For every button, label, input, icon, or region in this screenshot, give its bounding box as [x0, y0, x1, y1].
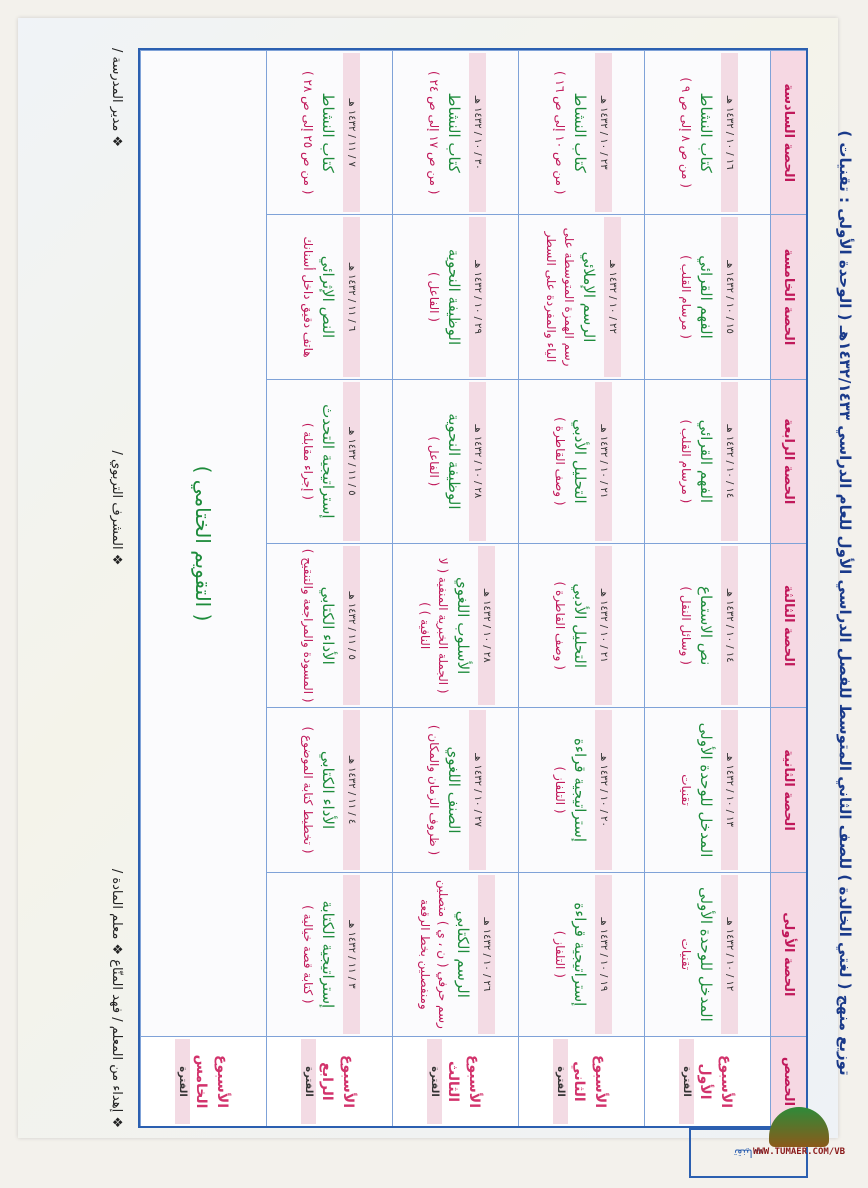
lesson-cell: [266, 379, 392, 543]
lesson-date: ٥ / ١١ / ١٤٣٢ هـ: [343, 546, 360, 705]
period-label: الفترة: [679, 1039, 694, 1124]
lesson-title: النص الإثرائي: [319, 255, 338, 339]
lesson-date: ٢٠ / ١٠ / ١٤٣٢ هـ: [595, 710, 612, 869]
column-header: الحصة الثالثة: [770, 543, 806, 707]
lesson-subtitle: ( ظروف الزمان والمكان ): [426, 724, 441, 856]
principal-signature: ❖ مدير المدرسة /: [109, 48, 124, 148]
lesson-title: التحليل الأدبي: [571, 583, 590, 669]
lesson-title: كتاب النشاط: [697, 92, 716, 173]
lesson-cell: [644, 50, 770, 214]
lesson-subtitle: ( الفاعل ): [426, 272, 441, 322]
lesson-title: الفهم القرائي: [697, 255, 716, 339]
lesson-date: ٢٨ / ١٠ / ١٤٣٢ هـ: [478, 546, 495, 705]
lesson-cell: [392, 50, 518, 214]
lesson-date: ٤ / ١١ / ١٤٣٢ هـ: [343, 710, 360, 869]
lesson-date: ٢٢ / ١٠ / ١٤٣٢ هـ: [604, 217, 621, 376]
page-title: توزيع منهج ( لغتي الخالدة ) للصف الثاني المتوسط للفصل الدراسي الأول للعام الدراسي ١٤٣٢/١٤٣٣هـ ( الوحدة الأولى : تقنيات ): [836, 130, 854, 1076]
lesson-title: إستراتيجية التحدث: [319, 404, 338, 519]
period-label: الفترة: [175, 1039, 190, 1124]
lesson-subtitle: ( الفاعل ): [426, 436, 441, 487]
lesson-title: إستراتيجية قراءة: [571, 902, 590, 1007]
lesson-title: الوظيفة النحوية: [445, 413, 464, 510]
lesson-subtitle: ( مرسام القلب ): [678, 419, 693, 504]
lesson-subtitle: رسم حرفي ( ن ، ي ) متصلين ومنفصلين بخط الرقعة: [417, 879, 450, 1029]
column-header: الحصة الثانية: [770, 707, 806, 871]
lesson-date: ٢٧ / ١٠ / ١٤٣٢ هـ: [469, 710, 486, 869]
week-name: الأسبوع الثالث: [445, 1054, 482, 1109]
lesson-subtitle: ( التلفاز ): [552, 766, 567, 814]
lesson-subtitle: هاتف دقيق داخل أسنانك: [300, 236, 315, 358]
lesson-date: ٢٦ / ١٠ / ١٤٣٢ هـ: [478, 875, 495, 1034]
lesson-cell: [644, 707, 770, 871]
lesson-subtitle: ( إجراء مقابلة ): [300, 422, 315, 500]
lesson-date: ٢١ / ١٠ / ١٤٣٢ هـ: [595, 382, 612, 541]
lesson-cell: [644, 379, 770, 543]
signature-footer: [100, 48, 124, 1128]
lesson-subtitle: ( تخطيط كتابة الموضوع ): [300, 726, 315, 854]
week-name: الأسبوع الأول: [697, 1054, 734, 1109]
lesson-title: الأسلوب اللغوي: [454, 577, 473, 675]
lesson-date: ٦ / ١١ / ١٤٣٢ هـ: [343, 217, 360, 376]
table-corner: الحصص: [770, 1036, 806, 1126]
lesson-title: كتاب النشاط: [319, 92, 338, 173]
lesson-subtitle: ( المسودة والمراجعة والتنقيح ): [300, 548, 315, 703]
lesson-title: الوظيفة النحوية: [445, 248, 464, 346]
lesson-date: ٧ / ١١ / ١٤٣٢ هـ: [343, 53, 360, 212]
lesson-date: ٣ / ١١ / ١٤٣٢ هـ: [343, 875, 360, 1034]
lesson-cell: [392, 379, 518, 543]
lesson-subtitle: ( من ص ٢٥ إلى ص ٢٨ ): [300, 70, 315, 195]
teacher-signature: ❖ إهداء من المعلم / فهد المنّاع ❖ معلم المادة /: [109, 868, 124, 1128]
lesson-title: المدخل للوحدة الأولى: [697, 886, 716, 1022]
lesson-date: ١٤ / ١٠ / ١٤٣٢ هـ: [721, 546, 738, 705]
lesson-subtitle: تقنيات: [678, 774, 693, 806]
lesson-title: كتاب النشاط: [445, 92, 464, 173]
lesson-cell: [518, 50, 644, 214]
lesson-title: إستراتيجية الكتابة: [319, 900, 338, 1009]
lesson-subtitle: ( من ص ٨ إلى ص ٩ ): [678, 77, 693, 188]
lesson-title: إستراتيجية قراءة: [571, 738, 590, 842]
lesson-date: ١٣ / ١٠ / ١٤٣٢ هـ: [721, 710, 738, 869]
lesson-cell: [266, 50, 392, 214]
supervisor-signature: ❖ المشرف التربوي /: [109, 450, 124, 566]
lesson-date: ٥ / ١١ / ١٤٣٢ هـ: [343, 382, 360, 541]
column-header: الحصة الخامسة: [770, 214, 806, 378]
period-label: الفترة: [553, 1039, 568, 1124]
lesson-title: التحليل الأدبي: [571, 419, 590, 504]
lesson-date: ١٢ / ١٠ / ١٤٣٢ هـ: [721, 875, 738, 1034]
week-name: الأسبوع الرابع: [319, 1054, 356, 1109]
week-label: [644, 1036, 770, 1126]
lesson-title: الأداء الكتابي: [319, 586, 338, 665]
lesson-subtitle: تقنيات: [678, 938, 693, 971]
lesson-cell: [266, 872, 392, 1036]
lesson-cell: [392, 214, 518, 378]
lesson-title: كتاب النشاط: [571, 92, 590, 173]
column-header: الحصة الأولى: [770, 872, 806, 1036]
lesson-subtitle: ( من ص ١٧ إلى ص ٢٤ ): [426, 70, 441, 195]
lesson-date: ٣٠ / ١٠ / ١٤٣٢ هـ: [469, 53, 486, 212]
lesson-title: الفهم القرائي: [697, 419, 716, 504]
site-logo: [752, 1085, 846, 1157]
lesson-date: ١٥ / ١٠ / ١٤٣٢ هـ: [721, 217, 738, 376]
lesson-subtitle: ( الجملة الخبرية المنفية ( لا النافية ) ): [417, 557, 450, 694]
lesson-title: الرسم الكتابي: [454, 910, 473, 998]
lesson-cell: [518, 379, 644, 543]
lesson-date: ١٩ / ١٠ / ١٤٣٢ هـ: [595, 875, 612, 1034]
palm-mountain-icon: [769, 1107, 829, 1147]
week-name: الأسبوع الخامس: [193, 1054, 230, 1109]
rotated-plan: [18, 18, 868, 1188]
lesson-cell: [392, 707, 518, 871]
lesson-subtitle: رسم الهمزة المتوسطة على الياء والمفردة على السطر: [543, 227, 576, 367]
period-label: الفترة: [427, 1039, 442, 1124]
lesson-title: الأداء الكتابي: [319, 750, 338, 830]
lesson-subtitle: ( وصف القاطرة ): [552, 417, 567, 506]
curriculum-table: [138, 48, 808, 1128]
lesson-date: ٢٨ / ١٠ / ١٤٣٢ هـ: [469, 382, 486, 541]
lesson-title: الرسم الإملائي: [580, 251, 599, 343]
lesson-cell: [518, 214, 644, 378]
lesson-subtitle: ( مرسام القلب ): [678, 255, 693, 339]
lesson-subtitle: ( التلفاز ): [552, 930, 567, 978]
lesson-cell: [518, 543, 644, 707]
column-header: الحصة الرابعة: [770, 379, 806, 543]
lesson-cell: [644, 214, 770, 378]
lesson-cell: [266, 707, 392, 871]
lesson-cell: [518, 707, 644, 871]
final-assessment: ( التقويم الختامي ): [140, 50, 266, 1036]
lesson-subtitle: ( وصف القاطرة ): [552, 581, 567, 670]
lesson-cell: [392, 872, 518, 1036]
week-name: الأسبوع الثاني: [571, 1054, 608, 1109]
lesson-title: المدخل للوحدة الأولى: [697, 722, 716, 858]
column-header: الحصة السادسة: [770, 50, 806, 214]
lesson-date: ١٤ / ١٠ / ١٤٣٢ هـ: [721, 382, 738, 541]
lesson-cell: [644, 543, 770, 707]
lesson-cell: [266, 543, 392, 707]
lesson-date: ١٦ / ١٠ / ١٤٣٢ هـ: [721, 53, 738, 212]
lesson-cell: [266, 214, 392, 378]
week-label: [140, 1036, 266, 1126]
lesson-subtitle: ( من ص ١٠ إلى ص ١٦ ): [552, 70, 567, 195]
lesson-date: ٢١ / ١٠ / ١٤٣٢ هـ: [595, 546, 612, 705]
lesson-subtitle: ( وسائل النقل ): [678, 586, 693, 665]
lesson-title: الصنف اللغوي: [445, 746, 464, 834]
lesson-date: ٢٩ / ١٠ / ١٤٣٢ هـ: [469, 217, 486, 376]
lesson-cell: [392, 543, 518, 707]
period-label: الفترة: [301, 1039, 316, 1124]
lesson-title: نص الاستماع: [697, 586, 716, 666]
lesson-subtitle: ( كتابة قصة خيالية ): [300, 905, 315, 1004]
lesson-date: ٢٣ / ١٠ / ١٤٣٢ هـ: [595, 53, 612, 212]
week-label: [266, 1036, 392, 1126]
lesson-cell: [518, 872, 644, 1036]
lesson-cell: [644, 872, 770, 1036]
week-label: [518, 1036, 644, 1126]
week-label: [392, 1036, 518, 1126]
unit-badge: تقنيات: [689, 1128, 808, 1178]
logo-text: WWW.TUMAER.COM/VB: [752, 1147, 846, 1157]
